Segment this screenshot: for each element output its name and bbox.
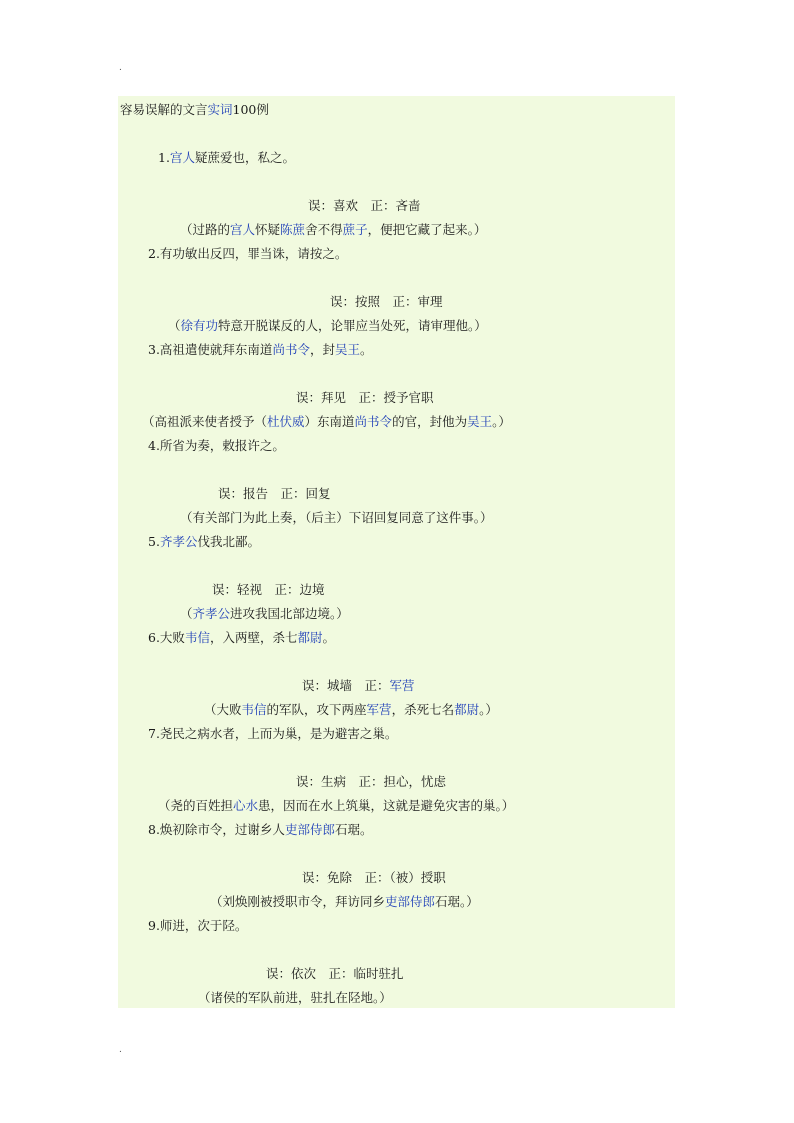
text-segment: ）东南道 (304, 414, 355, 429)
text-segment: 的军队，攻下两座 (266, 702, 367, 717)
text-segment: 。） (492, 414, 511, 429)
highlighted-term: 杜伏威 (267, 414, 305, 429)
entry-line (158, 798, 514, 814)
text-segment: 7.尧民之病水者，上而为巢，是为避害之巢。 (148, 726, 398, 741)
text-segment: 误：喜欢 正：吝啬 (308, 198, 421, 213)
highlighted-term: 齐孝公 (159, 534, 198, 549)
entry-line (148, 438, 285, 454)
entry-line (212, 582, 325, 598)
entry-line (148, 246, 347, 262)
entry-line (330, 294, 443, 310)
entry-line (302, 870, 446, 886)
text-segment: 的官，封他为 (392, 414, 468, 429)
highlighted-term: 蔗子 (342, 222, 368, 237)
text-segment: 1. (158, 150, 170, 165)
highlighted-term: 实词 (207, 102, 233, 117)
text-segment: （有关部门为此上奏，（后主）下诏回复同意了这件事。） (180, 510, 493, 525)
text-segment: 100例 (232, 102, 269, 117)
highlighted-term: 吴王 (467, 414, 493, 429)
text-segment: 。） (479, 702, 498, 717)
text-segment: （刘焕刚被授职市令，拜访同乡 (210, 894, 386, 909)
entry-line (180, 606, 349, 622)
entry-line (148, 534, 260, 550)
entry-line (210, 894, 479, 910)
document-title (120, 102, 269, 118)
text-segment: 伐我北鄙。 (197, 534, 260, 549)
text-segment: 误：免除 正：（被）授职 (302, 870, 446, 885)
entry-line (266, 966, 404, 982)
highlighted-term: 韦信 (241, 702, 267, 717)
text-segment: 误：拜见 正：授予官职 (296, 390, 434, 405)
text-segment: 。 (359, 342, 373, 357)
text-segment: 误：生病 正：担心，忧虑 (296, 774, 447, 789)
text-segment: （ (180, 606, 193, 621)
text-segment: 患，因而在水上筑巢，这就是避免灾害的巢。） (258, 798, 515, 813)
highlighted-term: 齐孝公 (192, 606, 231, 621)
text-segment: 8.焕初除市令，过谢乡人 (148, 822, 285, 837)
highlighted-term: 徐有功 (180, 318, 219, 333)
text-segment: 6.大败 (148, 630, 185, 645)
text-segment: （过路的 (180, 222, 231, 237)
highlighted-term: 都尉 (297, 630, 323, 645)
text-segment: 2.有功敏出反四，罪当诛，请按之。 (148, 246, 348, 261)
highlighted-term: 都尉 (454, 702, 480, 717)
document-body (118, 96, 675, 1008)
highlighted-term: 尚书令 (354, 414, 393, 429)
text-segment: 误：报告 正：回复 (218, 486, 331, 501)
text-segment: 9.师进，次于陉。 (148, 918, 248, 933)
entry-line (148, 822, 372, 838)
highlighted-term: 军营 (366, 702, 392, 717)
text-segment: 误：按照 正：审理 (330, 294, 443, 309)
highlighted-term: 吏部侍郎 (284, 822, 335, 837)
text-segment: 误：轻视 正：边境 (212, 582, 325, 597)
highlighted-term: 军营 (389, 678, 415, 693)
text-segment: （诸侯的军队前进，驻扎在陉地。） (198, 990, 392, 1005)
entry-line (142, 414, 511, 430)
entry-line (302, 678, 415, 694)
text-segment: ，便把它藏了起来。） (367, 222, 487, 237)
text-segment: 怀疑 (255, 222, 281, 237)
entry-line (148, 918, 247, 934)
text-segment: 特意开脱谋反的人，论罪应当处死，请审理他。） (218, 318, 487, 333)
entry-line (296, 774, 446, 790)
highlighted-term: 尚书令 (272, 342, 310, 357)
entry-line (148, 630, 335, 646)
entry-line (308, 198, 421, 214)
highlighted-term: 吏部侍郎 (385, 894, 436, 909)
highlighted-term: 宫人 (169, 150, 195, 165)
text-segment: 4.所省为奏，敕报许之。 (148, 438, 285, 453)
text-segment: 疑蔗爱也，私之。 (194, 150, 295, 165)
entry-line (148, 342, 373, 358)
highlighted-term: 吴王 (334, 342, 360, 357)
text-segment: （尧的百姓担 (158, 798, 234, 813)
text-segment: 进攻我国北部边境。） (230, 606, 349, 621)
entry-line (158, 150, 295, 166)
entry-line (180, 222, 486, 238)
highlighted-term: 宫人 (230, 222, 256, 237)
text-segment: 误：依次 正：临时驻扎 (266, 966, 404, 981)
text-segment: 石琚。） (435, 894, 479, 909)
text-segment: 3.高祖遣使就拜东南道 (148, 342, 273, 357)
entry-line (198, 990, 392, 1006)
text-segment: 舍不得 (305, 222, 343, 237)
page-corner-mark-top: . (119, 63, 122, 73)
entry-line (218, 486, 331, 502)
text-segment: ，杀死七名 (391, 702, 455, 717)
highlighted-term: 心水 (233, 798, 259, 813)
entry-line (168, 318, 487, 334)
page-corner-mark-bottom: . (119, 1045, 122, 1055)
text-segment: 容易误解的文言 (120, 102, 208, 117)
text-segment: 。 (322, 630, 335, 645)
entry-line (296, 390, 434, 406)
text-segment: 5. (148, 534, 160, 549)
highlighted-term: 韦信 (184, 630, 210, 645)
entry-line (148, 726, 397, 742)
text-segment: ，入两壁，杀七 (209, 630, 298, 645)
text-segment: ，封 (309, 342, 335, 357)
text-segment: （大败 (204, 702, 242, 717)
text-segment: 误：城墙 正： (302, 678, 390, 693)
text-segment: （高祖派来使者授予（ (142, 414, 268, 429)
entry-line (204, 702, 498, 718)
text-segment: （ (168, 318, 181, 333)
highlighted-term: 陈蔗 (280, 222, 306, 237)
text-segment: 石琚。 (334, 822, 373, 837)
entry-line (180, 510, 493, 526)
